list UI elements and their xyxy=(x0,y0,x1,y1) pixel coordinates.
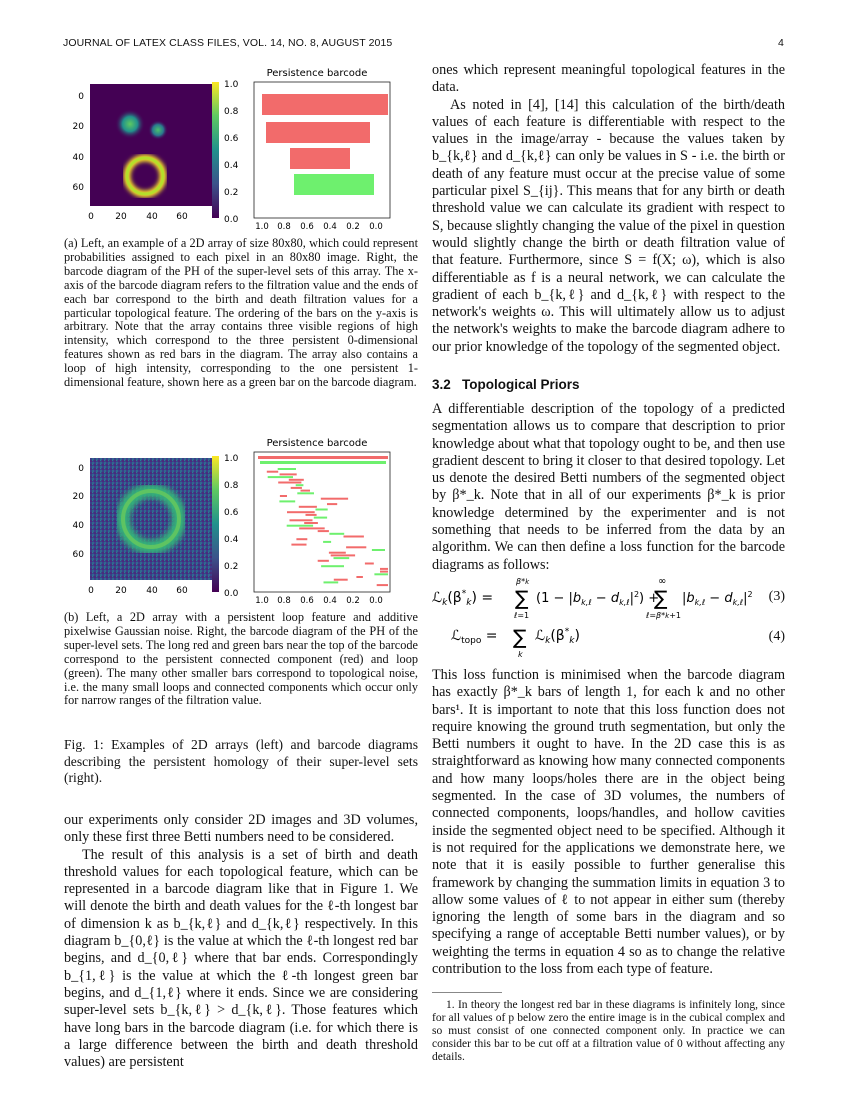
subcaption-a: (a) Left, an example of a 2D array of size 80x80, which could represent probabilities assigned to each pixel in an 80x80 image. Right, the barcode diagram of the PH of the super-level sets of this array. The x-axis of the barcode diagram refers to the filtration value and the ends of each bar correspond to the birth and death filtration values for a particular topological feature. The ordering of the bars on the y-axis is arbitrary. Note that the array contains three visible regions of high intensity, which correspond to the three persistent 0-dimensional features shown as red bars in the diagram. The array also contains a loop of high intensity, corresponding to the one persistent 1-dimensional feature, shown here as a green bar on the barcode diagram. xyxy=(64,236,418,390)
svg-text:∑: ∑ xyxy=(513,625,527,649)
xtick: 40 xyxy=(146,586,158,596)
noise-bar xyxy=(296,538,307,540)
noise-bar xyxy=(291,487,302,489)
heatmap-b-xticks xyxy=(88,586,188,596)
svg-text:ℒk(β*k): $ℒ_k(\beta^*_k)$ xyxy=(535,627,580,646)
noise-bar xyxy=(344,536,364,538)
noise-bar xyxy=(299,527,325,529)
cbar-tick: 1.0 xyxy=(224,454,239,464)
xtick: 40 xyxy=(146,212,158,222)
noise-bar xyxy=(356,576,363,578)
noise-bar xyxy=(280,495,287,497)
noise-bar xyxy=(289,479,304,481)
xtick: 60 xyxy=(176,586,188,596)
bar-red-3 xyxy=(290,148,350,169)
noise-bar xyxy=(329,552,346,554)
svg-text:β*k: β*k xyxy=(516,577,530,586)
noise-bar xyxy=(321,498,348,500)
cbar-tick: 0.6 xyxy=(224,508,239,518)
right-paragraph-3: A differentiable description of the topology of a predicted segmentation allows us to compare that description to prior knowledge about what that topology ought to be, and then use gradient descent to bring it closer to that desired topology. Let us denote the desired Betti numbers of the segmented object by β*_k. Note that in all of our experiments β*_k is prior knowledge determined by the experimenter and is not something that needs to be inferred from the data by an algorithm. We can then define a loss function for the barcode diagrams as follows: xyxy=(432,401,785,573)
barcode-b-frame xyxy=(254,452,390,592)
xtick: 0.8 xyxy=(277,222,291,232)
bar-red-1 xyxy=(262,94,388,115)
xtick: 0.4 xyxy=(323,222,337,232)
noise-bar xyxy=(324,581,339,583)
bar-red-main xyxy=(258,456,388,459)
noise-bar xyxy=(318,560,329,562)
figure-b-graphic xyxy=(62,436,422,606)
right-paragraph-4: This loss function is minimised when the barcode diagram has exactly β*_k bars of length 1, for each k and no other bars¹. It is important to note that this loss function does not require knowing the ground truth segmentation, but only the Betti numbers it ought to have. In the 2D case this is as straightforward as knowing how many connected components and how many loops/holes there are in the object being segmented. In the case of 3D volumes, the numbers of connected components, loops/handles, and hollow cavities inside the segmented object need to be specified. Although it is not required for the applications we demonstrate here, we note that it is easily possible to further generalise this framework by changing the summation limits in equation 3 to allow some values of ℓ to not appear in either sum (thereby ignoring the length of some bars in the diagram and so specifying a range of acceptable Betti number values), or by weighting the terms in equation 4 so as to change the relative contribution to the loss from each type of feature. xyxy=(432,667,785,978)
bar-green-main xyxy=(260,461,386,464)
footnote-rule xyxy=(432,992,502,993)
section-number: 3.2 xyxy=(432,377,451,392)
equation-4-number: (4) xyxy=(768,629,785,644)
colorbar-a-ticks xyxy=(224,80,239,225)
barcode-b-title: Persistence barcode xyxy=(266,438,368,449)
xtick: 20 xyxy=(115,586,127,596)
heatmap-a-xticks xyxy=(88,212,188,222)
noise-bar xyxy=(374,573,388,575)
ytick: 0 xyxy=(78,464,84,474)
noise-bar xyxy=(327,503,337,505)
heatmap-b-yticks xyxy=(73,464,85,560)
noise-bar xyxy=(297,492,314,494)
xtick: 0 xyxy=(88,586,94,596)
section-title: Topological Priors xyxy=(462,377,580,392)
barcode-a-xticks xyxy=(255,222,383,232)
page-number: 4 xyxy=(778,37,784,49)
svg-text:∞: ∞ xyxy=(658,576,667,587)
barcode-b-xticks xyxy=(255,596,383,606)
xtick: 1.0 xyxy=(255,596,269,606)
equation-3-number: (3) xyxy=(768,589,785,604)
noise-bar xyxy=(278,482,301,484)
xtick: 0.6 xyxy=(300,222,314,232)
cbar-tick: 0.2 xyxy=(224,562,239,572)
noise-bar xyxy=(291,544,306,546)
ytick: 40 xyxy=(72,153,84,163)
noise-bar xyxy=(267,471,278,473)
right-body-mid xyxy=(432,401,785,574)
equations xyxy=(432,572,785,662)
bar-red-2 xyxy=(266,122,370,143)
noise-bar xyxy=(365,563,374,565)
xtick: 20 xyxy=(115,212,127,222)
ytick: 40 xyxy=(72,521,84,531)
svg-text:ℒk(β*k) =: $ℒ_k(\beta^*_k)$ = xyxy=(432,589,494,608)
figure-a-graphic xyxy=(62,62,422,232)
noise-bar xyxy=(323,541,331,543)
colorbar-a xyxy=(212,82,219,218)
right-paragraph-2: As noted in [4], [14] this calculation of the birth/death values of each feature is differentiable with respect to the values in the image/array - because the values taken by b_{k,ℓ} and d_{k,ℓ} can only be values in S - i.e. the birth or death of any feature must occur at the precise value of some particular pixel S_{ij}. This means that for any birth or death threshold value we can calculate its gradient with respect to S, because slightly changing the value of the pixel in question would slightly change the birth or death filtration value of that feature. Furthermore, since S = f(X; ω), which is also differentiable as f is a neural network, we can calculate the gradient of each b_{k,ℓ} and d_{k,ℓ} with respect to the network's weights ω. This will ultimately allow us to adjust the network's weights to make the barcode diagram adhere to our prior knowledge of the topology of the segmented object. xyxy=(432,96,785,355)
left-paragraph-1: our experiments only consider 2D images and 3D volumes, only these first three Betti numbers need to be considered. xyxy=(64,812,418,846)
noise-bar xyxy=(321,565,344,567)
barcode-a-title: Persistence barcode xyxy=(266,68,368,79)
noise-bar xyxy=(314,517,327,519)
footnote-text: 1. In theory the longest red bar in these diagrams is infinitely long, since for all values of p below zero the entire image is in the cubical complex and so must consist of one connected component only. In practice we can consider this bar to be cut off at a filtration value of 0 without affecting any details. xyxy=(432,999,785,1063)
footnote xyxy=(432,999,785,1064)
cbar-tick: 0.4 xyxy=(224,161,239,171)
svg-text:ℓ=1: ℓ=1 xyxy=(514,611,530,620)
svg-text:|bk,ℓ − dk,ℓ|2: $|b_{k,\ell} - d_{k,\ell}|^2$ xyxy=(682,590,753,607)
xtick: 0.0 xyxy=(369,222,383,232)
noise-bar xyxy=(331,554,355,556)
xtick: 0.8 xyxy=(277,596,291,606)
equation-4 xyxy=(451,622,651,667)
equation-3 xyxy=(432,572,772,627)
xtick: 0.6 xyxy=(300,596,314,606)
cbar-tick: 1.0 xyxy=(224,80,239,90)
noise-bar xyxy=(296,484,304,486)
svg-text:∑: ∑ xyxy=(515,586,529,610)
subcaption-b: (b) Left, a 2D array with a persistent loop feature and additive pixelwise Gaussian noise. Right, the barcode diagram of the PH of the super-level sets. The long red and green bars near the top of the barcode correspond to the persistent connected component (red) and loop (green). The many other smaller bars correspond to topological noise, i.e. the many small loops and connected components which occur only for narrow ranges of the filtration value. xyxy=(64,610,418,708)
bar-green-1 xyxy=(294,174,374,195)
noise-bar xyxy=(372,549,385,551)
svg-text:∑: ∑ xyxy=(654,586,668,610)
noise-bar xyxy=(268,476,293,478)
heatmap-b xyxy=(90,458,212,580)
cbar-tick: 0.8 xyxy=(224,107,239,117)
section-heading xyxy=(432,377,785,392)
noise-bar xyxy=(306,514,317,516)
noise-bar xyxy=(290,519,313,521)
xtick: 0.2 xyxy=(346,596,360,606)
noise-bar xyxy=(318,530,329,532)
noise-bar xyxy=(316,509,328,511)
left-paragraph-2: The result of this analysis is a set of birth and death threshold values for each topological feature, which can be represented in a barcode diagram like that in Figure 1. We will denote the birth and death values for the ℓ-th longest bar of dimension k as b_{k,ℓ} and d_{k,ℓ} respectively. In this diagram b_{0,ℓ} is the value at which the ℓ-th longest red bar begins, and d_{0,ℓ} where that bar ends. Correspondingly b_{1,ℓ} is the value at which the ℓ-th longest green bar begins, and d_{1,ℓ} where it ends. Since we are considering super-level sets b_{k,ℓ} > d_{k,ℓ}. Those features which have long bars in the barcode diagram (i.e. for which there is a large difference between the birth and death threshold values) are persistent xyxy=(64,846,418,1071)
noise-bar xyxy=(334,579,348,581)
svg-text:k: k xyxy=(518,650,523,659)
noise-bar xyxy=(329,533,344,535)
equation-4-graphic xyxy=(451,622,651,662)
right-body-bottom xyxy=(432,667,785,978)
running-header: JOURNAL OF LATEX CLASS FILES, VOL. 14, NO. 8, AUGUST 2015 xyxy=(63,37,393,49)
svg-text:(1 − |bk,ℓ − dk,ℓ|2) +: $(1 - |b_{k,\ell} - d_{k,\ell}|^2)$ + xyxy=(536,590,660,607)
heatmap-a-yticks xyxy=(73,92,85,193)
xtick: 1.0 xyxy=(255,222,269,232)
noise-bar xyxy=(304,522,318,524)
ytick: 0 xyxy=(78,92,84,102)
xtick: 0 xyxy=(88,212,94,222)
ytick: 20 xyxy=(72,492,84,502)
figure-b xyxy=(62,436,422,606)
noise-bar xyxy=(287,525,313,527)
noise-bar xyxy=(299,506,317,508)
colorbar-b-ticks xyxy=(224,454,239,599)
ytick: 60 xyxy=(72,183,84,193)
right-paragraph-1: ones which represent meaningful topological features in the data. xyxy=(432,62,785,96)
noise-bar xyxy=(287,511,315,513)
noise-bar xyxy=(377,584,388,586)
noise-bar xyxy=(280,473,297,475)
figure-a xyxy=(62,62,422,232)
cbar-tick: 0.8 xyxy=(224,481,239,491)
colorbar-b xyxy=(212,456,219,592)
svg-text:ℓ=β*k+1: ℓ=β*k+1 xyxy=(646,611,681,620)
cbar-tick: 0.0 xyxy=(224,215,239,225)
equation-3-graphic xyxy=(432,572,762,622)
xtick: 0.0 xyxy=(369,596,383,606)
right-body-top xyxy=(432,62,785,356)
xtick: 60 xyxy=(176,212,188,222)
ytick: 60 xyxy=(72,550,84,560)
noise-bar xyxy=(278,468,296,470)
cbar-tick: 0.6 xyxy=(224,134,239,144)
left-body xyxy=(64,812,418,1071)
cbar-tick: 0.0 xyxy=(224,589,239,599)
cbar-tick: 0.2 xyxy=(224,188,239,198)
svg-text:ℒtopo =: ℒ$_{topo}$ = xyxy=(451,628,498,646)
noise-bar xyxy=(334,557,350,559)
cbar-tick: 0.4 xyxy=(224,535,239,545)
heatmap-a xyxy=(90,84,212,206)
noise-bar xyxy=(380,571,388,573)
ytick: 20 xyxy=(72,122,84,132)
noise-bar xyxy=(346,546,366,548)
noise-bar xyxy=(301,490,311,492)
xtick: 0.4 xyxy=(323,596,337,606)
noise-bar xyxy=(380,568,388,570)
xtick: 0.2 xyxy=(346,222,360,232)
figure-caption: Fig. 1: Examples of 2D arrays (left) and barcode diagrams describing the persistent homology of their super-level sets (right). xyxy=(64,737,418,786)
noise-bar xyxy=(279,500,295,502)
